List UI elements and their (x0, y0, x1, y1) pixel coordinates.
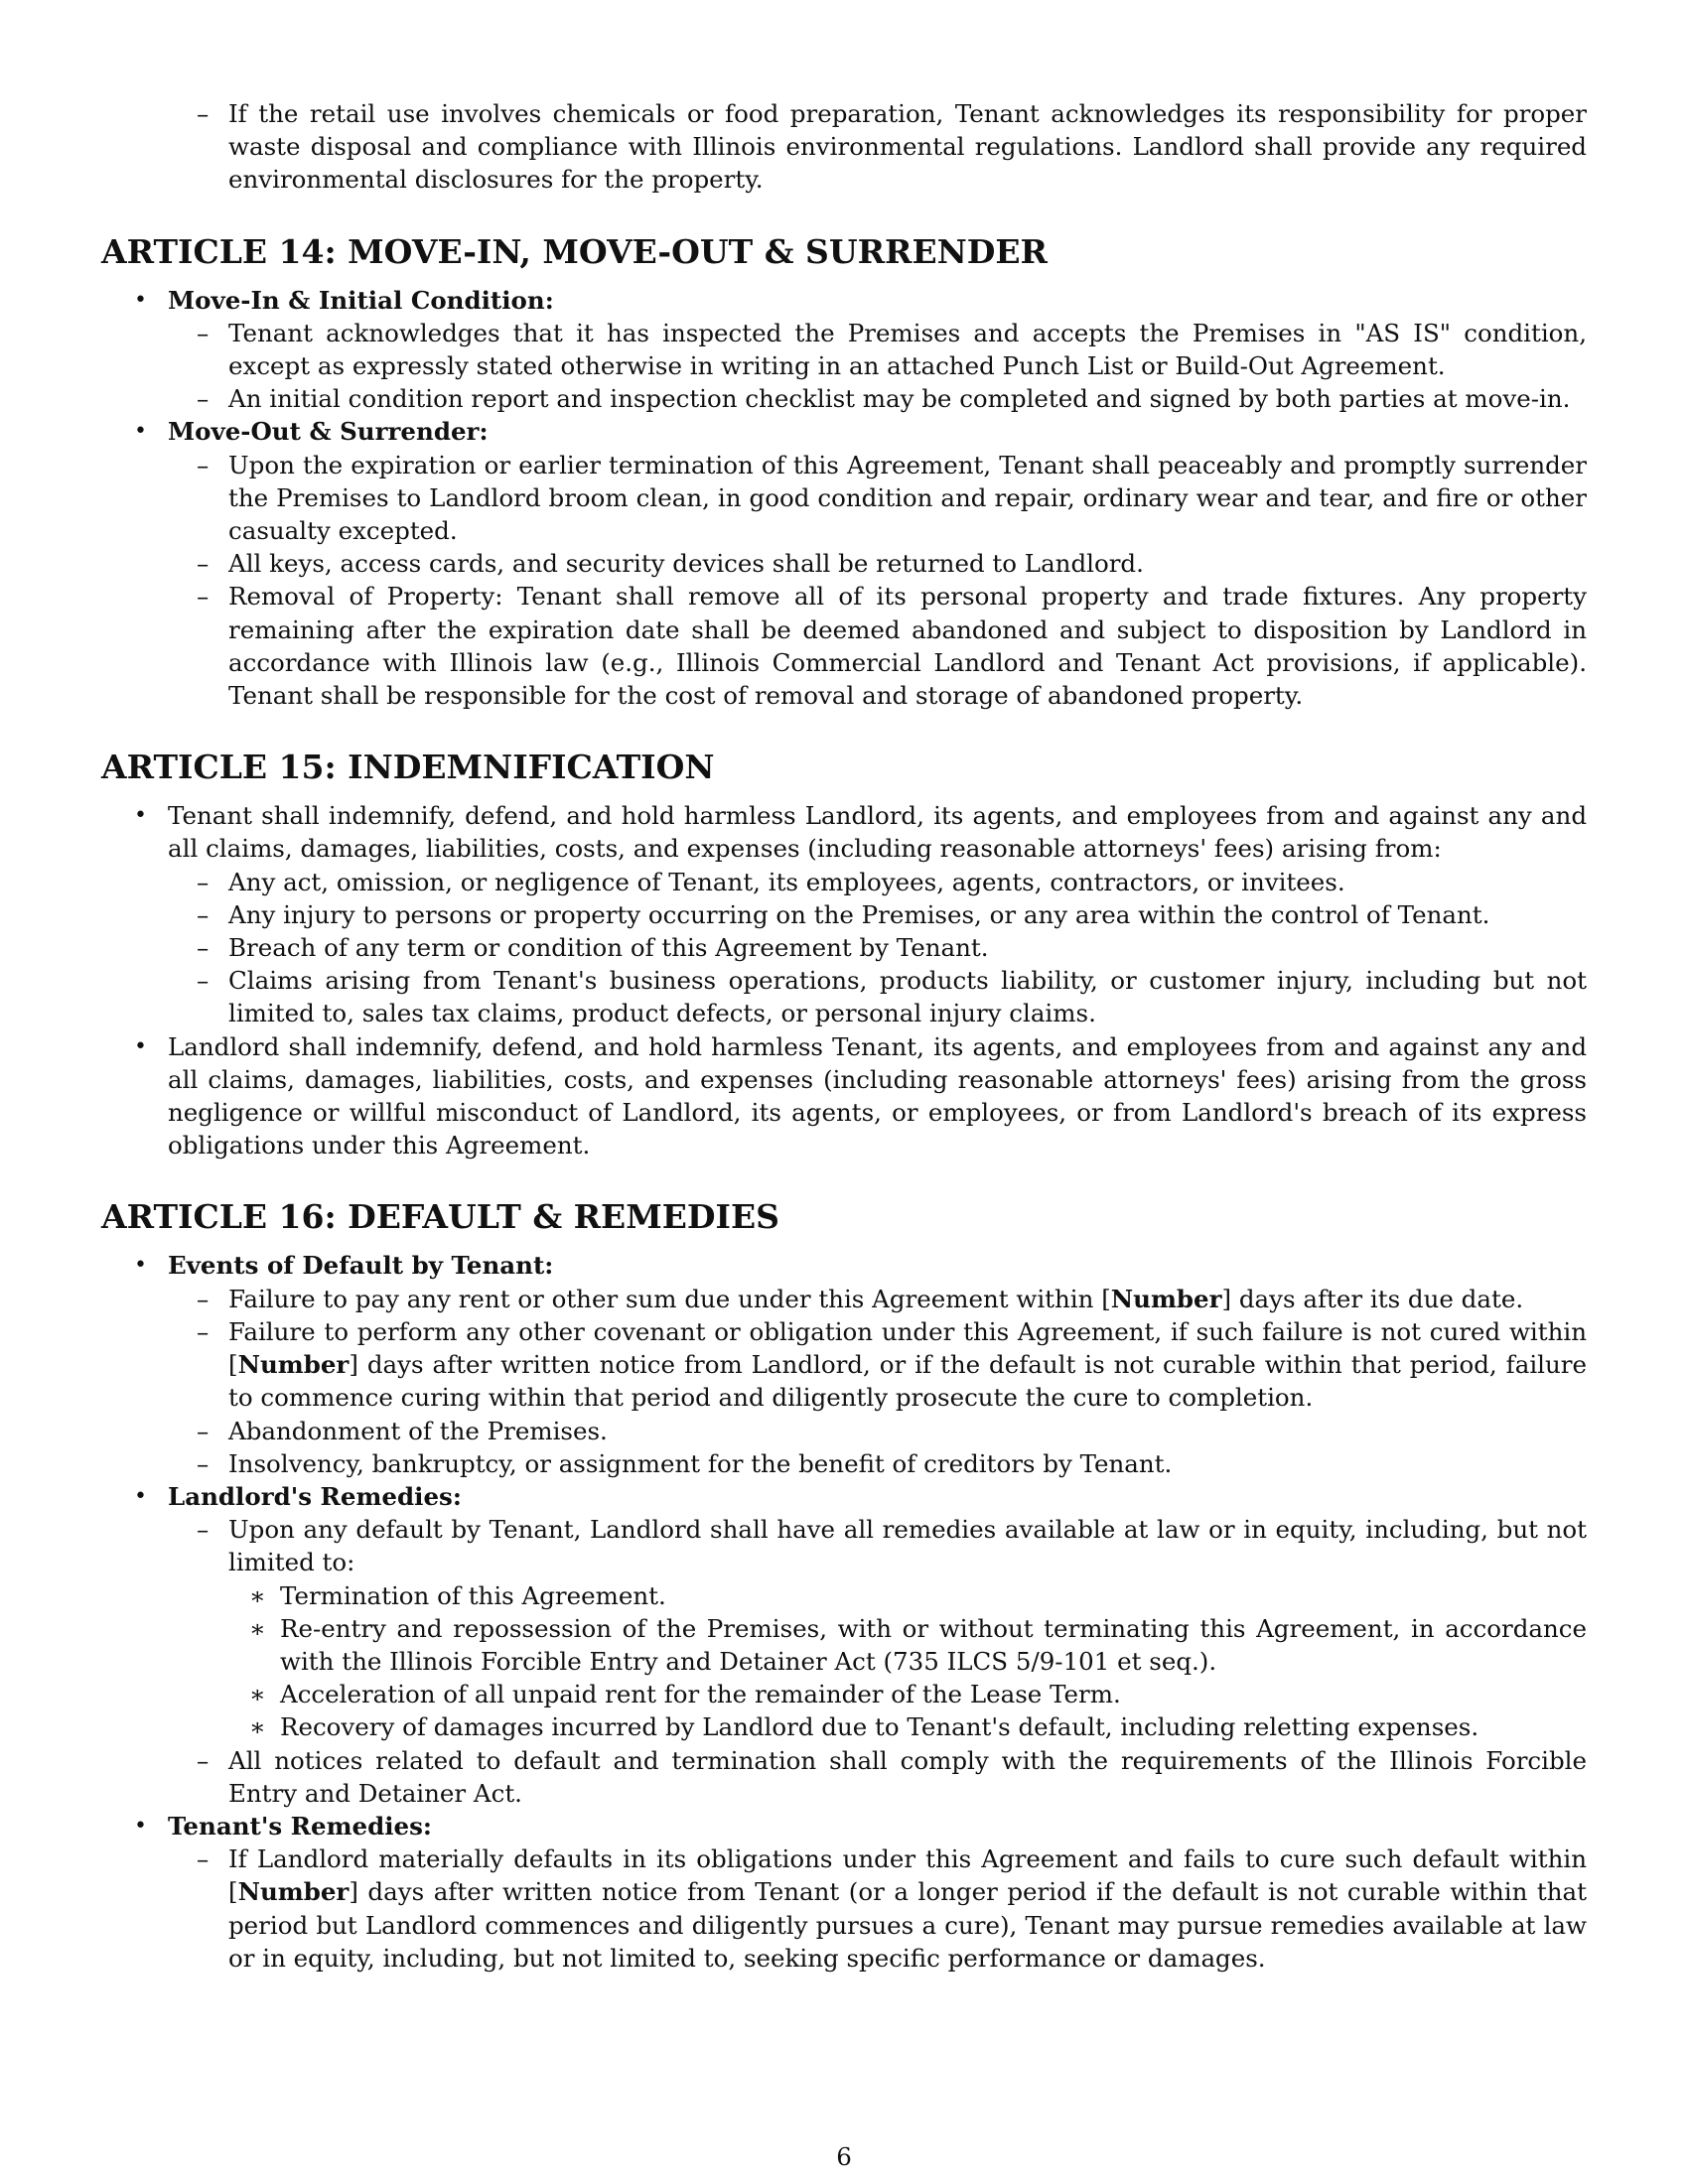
list-item-text: If the retail use involves chemicals or food preparation, Tenant acknowledges its responsibility for proper waste disposal and compliance with Illinois environmental regulations. Landlord shall provide any required environmental disclosures for the property. (228, 99, 1587, 195)
dash-marker: – (197, 450, 210, 479)
list-item (101, 1315, 1587, 1415)
list-item-text: Upon any default by Tenant, Landlord shall have all remedies available at law or in equity, including, but not limited to: (228, 1515, 1587, 1577)
list-item (101, 449, 1587, 548)
list-item (101, 1744, 1587, 1810)
star-marker: ∗ (249, 1613, 266, 1643)
dash-marker: – (197, 318, 210, 347)
list-item (101, 1415, 1587, 1447)
list-item-text: Abandonment of the Premises. (228, 1416, 608, 1445)
star-marker: ∗ (249, 1712, 266, 1742)
dash-marker: – (197, 1284, 210, 1313)
bullet-marker: • (134, 1483, 147, 1509)
list-item-text: Failure to perform any other covenant or obligation under this Agreement, if such failure is not cured within [Number] days after written notice from Landlord, or if the default is not curable within that period, failure to commence curing within that period and diligently prosecute the cure to completion. (228, 1316, 1587, 1413)
bullet-marker: • (134, 1253, 147, 1279)
list-item (101, 931, 1587, 964)
section-subheading: Move-In & Initial Condition: (168, 285, 554, 315)
bullet-marker: • (134, 1033, 147, 1059)
placeholder-number: Number (1110, 1284, 1222, 1313)
list-item-text: If Landlord materially defaults in its obligations under this Agreement and fails to cure such default within [Number] days after written notice from Tenant (or a longer period if the default is not curable within that period but Landlord commences and diligently pursues a cure), Tenant may pursue remedies available at law or in equity, including, but not limited to, seeking specific performance or damages. (228, 1844, 1587, 1973)
list-item-text: Tenant acknowledges that it has inspected the Premises and accepts the Premises in "AS IS" condition, except as expressly stated otherwise in writing in an attached Punch List or Build-Out Agreement. (228, 318, 1587, 381)
list-item-text: Removal of Property: Tenant shall remove all of its personal property and trade fixtures. Any property remaining after the expiration date shall be deemed abandoned and subject to disposition by Landlord in accordance with Illinois law (e.g., Illinois Commercial Landlord and Tenant Act provisions, if applicable). Tenant shall be responsible for the cost of removal and storage of abandoned property. (228, 582, 1587, 711)
list-item (101, 580, 1587, 712)
list-item (101, 1480, 1587, 1513)
list-item (101, 898, 1587, 931)
bullet-marker: • (134, 419, 147, 445)
list-item (101, 1447, 1587, 1480)
list-item-text: Acceleration of all unpaid rent for the remainder of the Lease Term. (280, 1680, 1121, 1709)
list-item-text: Landlord shall indemnify, defend, and hold harmless Tenant, its agents, and employees from and against any and all claims, damages, liabilities, costs, and expenses (including reasonable attorneys' fees) arising from the gross negligence or willful misconduct of Landlord, its agents, or employees, or from Landlord's breach of its express obligations under this Agreement. (168, 1031, 1587, 1160)
list-item (101, 97, 1587, 197)
dash-marker: – (197, 1448, 210, 1478)
article-15-heading: ARTICLE 15: INDEMNIFICATION (101, 748, 715, 787)
list-item (101, 866, 1587, 898)
list-item-text: Insolvency, bankruptcy, or assignment for the benefit of creditors by Tenant. (228, 1448, 1173, 1478)
list-item-text: Re-entry and repossession of the Premises, with or without terminating this Agreement, in accordance with the Illinois Forcible Entry and Detainer Act (735 ILCS 5/9-101 et seq.). (280, 1613, 1587, 1676)
list-item (101, 415, 1587, 448)
list-item (101, 1843, 1587, 1975)
list-item-text: Claims arising from Tenant's business operations, products liability, or customer injury, including but not limited to, sales tax claims, product defects, or personal injury claims. (228, 966, 1587, 1028)
list-item (101, 317, 1587, 382)
list-item (101, 1810, 1587, 1843)
list-item-text: Tenant shall indemnify, defend, and hold harmless Landlord, its agents, and employees from and against any and all claims, damages, liabilities, costs, and expenses (including reasonable attorneys' fees) arising from: (168, 801, 1587, 864)
placeholder-number: Number (237, 1350, 350, 1380)
list-item-text: All keys, access cards, and security devices shall be returned to Landlord. (228, 549, 1144, 579)
dash-marker: – (197, 1316, 210, 1346)
star-marker: ∗ (249, 1680, 266, 1709)
document-page (101, 97, 1587, 1975)
list-item-text: Termination of this Agreement. (280, 1580, 666, 1610)
dash-marker: – (197, 1416, 210, 1445)
bullet-marker: • (134, 287, 147, 313)
section-subheading: Move-Out & Surrender: (168, 417, 489, 447)
list-item (101, 964, 1587, 1029)
article-14-heading: ARTICLE 14: MOVE-IN, MOVE-OUT & SURRENDER (101, 231, 1048, 271)
section-subheading: Tenant's Remedies: (168, 1811, 432, 1841)
dash-marker: – (197, 1844, 210, 1874)
dash-marker: – (197, 549, 210, 579)
placeholder-number: Number (237, 1877, 350, 1907)
list-item (101, 1513, 1587, 1578)
list-item-text: All notices related to default and termination shall comply with the requirements of the Illinois Forcible Entry and Detainer Act. (228, 1745, 1587, 1808)
list-item-text: Recovery of damages incurred by Landlord due to Tenant's default, including reletting expenses. (280, 1712, 1479, 1742)
list-item (101, 1710, 1587, 1743)
dash-marker: – (197, 933, 210, 963)
dash-marker: – (197, 1745, 210, 1775)
list-item (101, 1249, 1587, 1282)
bullet-marker: • (134, 1813, 147, 1839)
list-item-text: Upon the expiration or earlier termination of this Agreement, Tenant shall peaceably and promptly surrender the Premises to Landlord broom clean, in good condition and repair, ordinary wear and tear, and fire or other casualty excepted. (228, 450, 1587, 546)
list-item (101, 547, 1587, 580)
list-item-text: Any injury to persons or property occurring on the Premises, or any area within the control of Tenant. (228, 899, 1490, 929)
dash-marker: – (197, 966, 210, 996)
list-item-text: An initial condition report and inspection checklist may be completed and signed by both parties at move-in. (228, 384, 1571, 414)
page-number: 6 (836, 2142, 852, 2171)
bullet-marker: • (134, 803, 147, 829)
star-marker: ∗ (249, 1580, 266, 1610)
list-item-text: Breach of any term or condition of this Agreement by Tenant. (228, 933, 989, 963)
list-item (101, 284, 1587, 317)
dash-marker: – (197, 899, 210, 929)
article-16-heading: ARTICLE 16: DEFAULT & REMEDIES (101, 1197, 779, 1237)
list-item (101, 382, 1587, 415)
dash-marker: – (197, 582, 210, 612)
dash-marker: – (197, 384, 210, 414)
list-item (101, 1030, 1587, 1162)
dash-marker: – (197, 99, 210, 128)
list-item (101, 1579, 1587, 1612)
section-subheading: Landlord's Remedies: (168, 1481, 462, 1511)
dash-marker: – (197, 1515, 210, 1545)
list-item (101, 1612, 1587, 1678)
list-item-text: Any act, omission, or negligence of Tenant, its employees, agents, contractors, or invitees. (228, 867, 1345, 896)
list-item (101, 1283, 1587, 1315)
list-item (101, 799, 1587, 865)
section-subheading: Events of Default by Tenant: (168, 1251, 554, 1281)
list-item-text: Failure to pay any rent or other sum due under this Agreement within [Number] days after its due date. (228, 1284, 1524, 1313)
list-item (101, 1678, 1587, 1710)
dash-marker: – (197, 867, 210, 896)
